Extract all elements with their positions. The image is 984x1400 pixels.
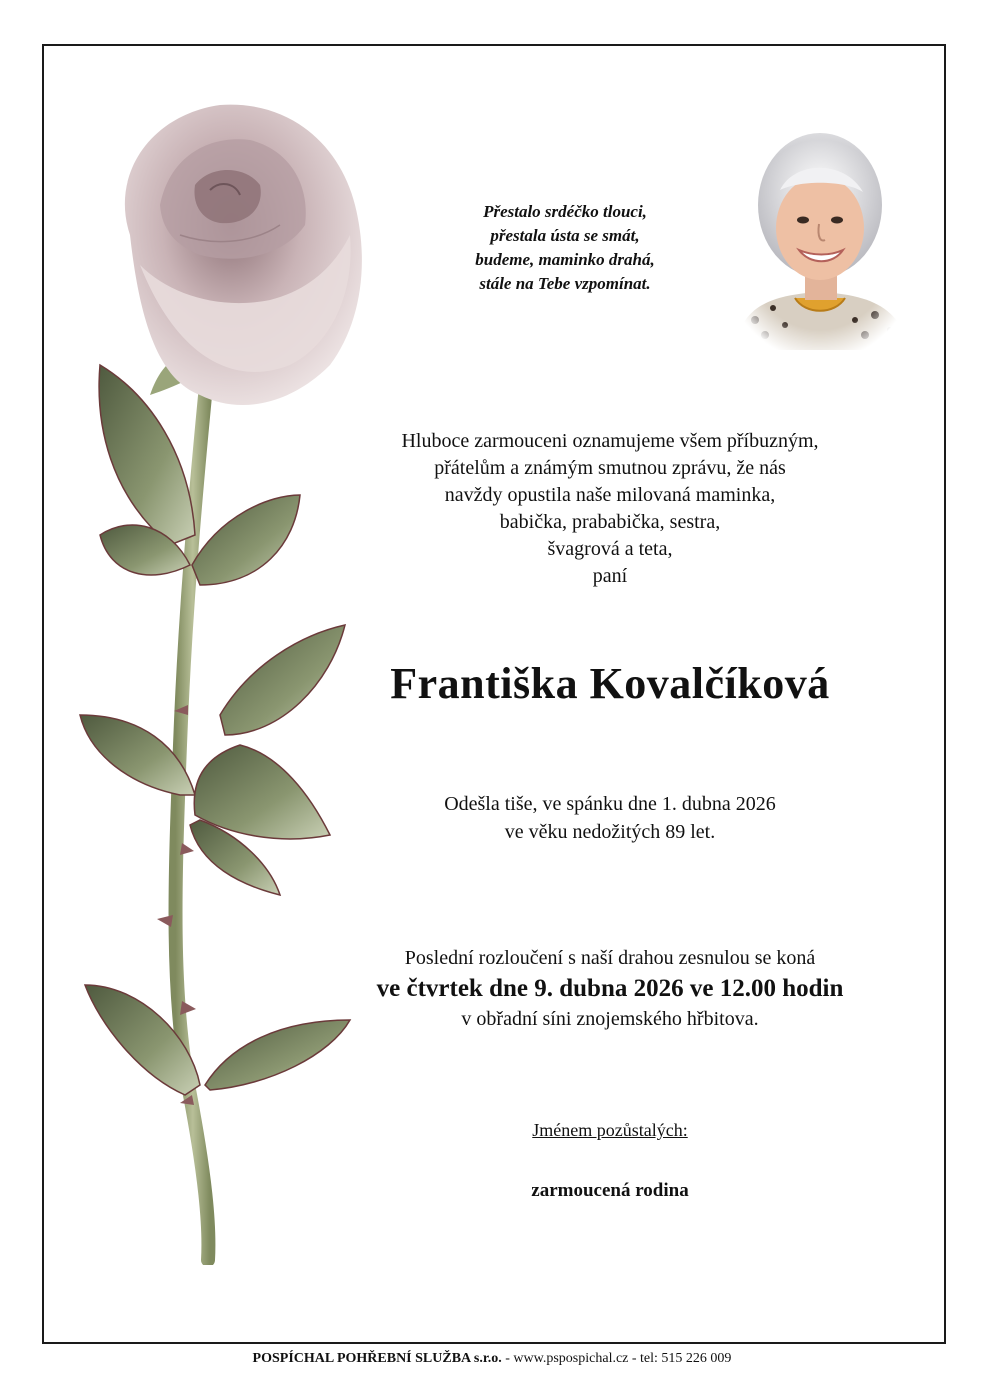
footer-phone: tel: 515 226 009	[640, 1351, 732, 1366]
poem-line: Přestalo srdéčko tlouci,	[483, 202, 647, 221]
announcement-line: přátelům a známým smutnou zprávu, že nás	[434, 457, 786, 479]
funeral-intro: Poslední rozloučení s naší drahou zesnulou se koná	[404, 947, 816, 969]
announcement-line: Hluboce zarmouceni oznamujeme všem příbuzným,	[401, 430, 819, 452]
announcement-line: švagrová a teta,	[547, 538, 673, 560]
rose-leaves	[80, 365, 350, 1095]
announcement-line: paní	[592, 565, 628, 587]
poem-line: stále na Tebe vzpomínat.	[479, 274, 651, 293]
footer-company: POSPÍCHAL POHŘEBNÍ SLUŽBA s.r.o.	[252, 1351, 502, 1366]
funeral-place: v obřadní síni znojemského hřbitova.	[461, 1008, 759, 1030]
footer	[0, 1351, 984, 1367]
announcement-line: navždy opustila naše milovaná maminka,	[444, 484, 776, 506]
funeral-info	[320, 944, 900, 1034]
funeral-date-time: ve čtvrtek dne 9. dubna 2026 ve 12.00 hodin	[376, 975, 844, 1002]
death-info	[340, 790, 880, 846]
signature-label: Jménem pozůstalých:	[532, 1120, 688, 1140]
announcement-text	[340, 428, 880, 590]
deceased-name: Františka Kovalčíková	[390, 659, 830, 708]
deceased-portrait-photo	[725, 120, 915, 350]
poem-line: budeme, maminko drahá,	[475, 250, 655, 269]
death-age-line: ve věku nedožitých 89 let.	[504, 821, 716, 843]
footer-website: - www.pspospichal.cz -	[501, 1351, 641, 1366]
announcement-line: babička, prababička, sestra,	[499, 511, 721, 533]
memorial-poem	[420, 200, 710, 296]
signature-family: zarmoucená rodina	[531, 1180, 689, 1201]
death-date-line: Odešla tiše, ve spánku dne 1. dubna 2026	[444, 793, 776, 815]
rose-illustration	[70, 95, 370, 1265]
poem-line: přestala ústa se smát,	[490, 226, 640, 245]
rose-flower	[125, 105, 362, 405]
